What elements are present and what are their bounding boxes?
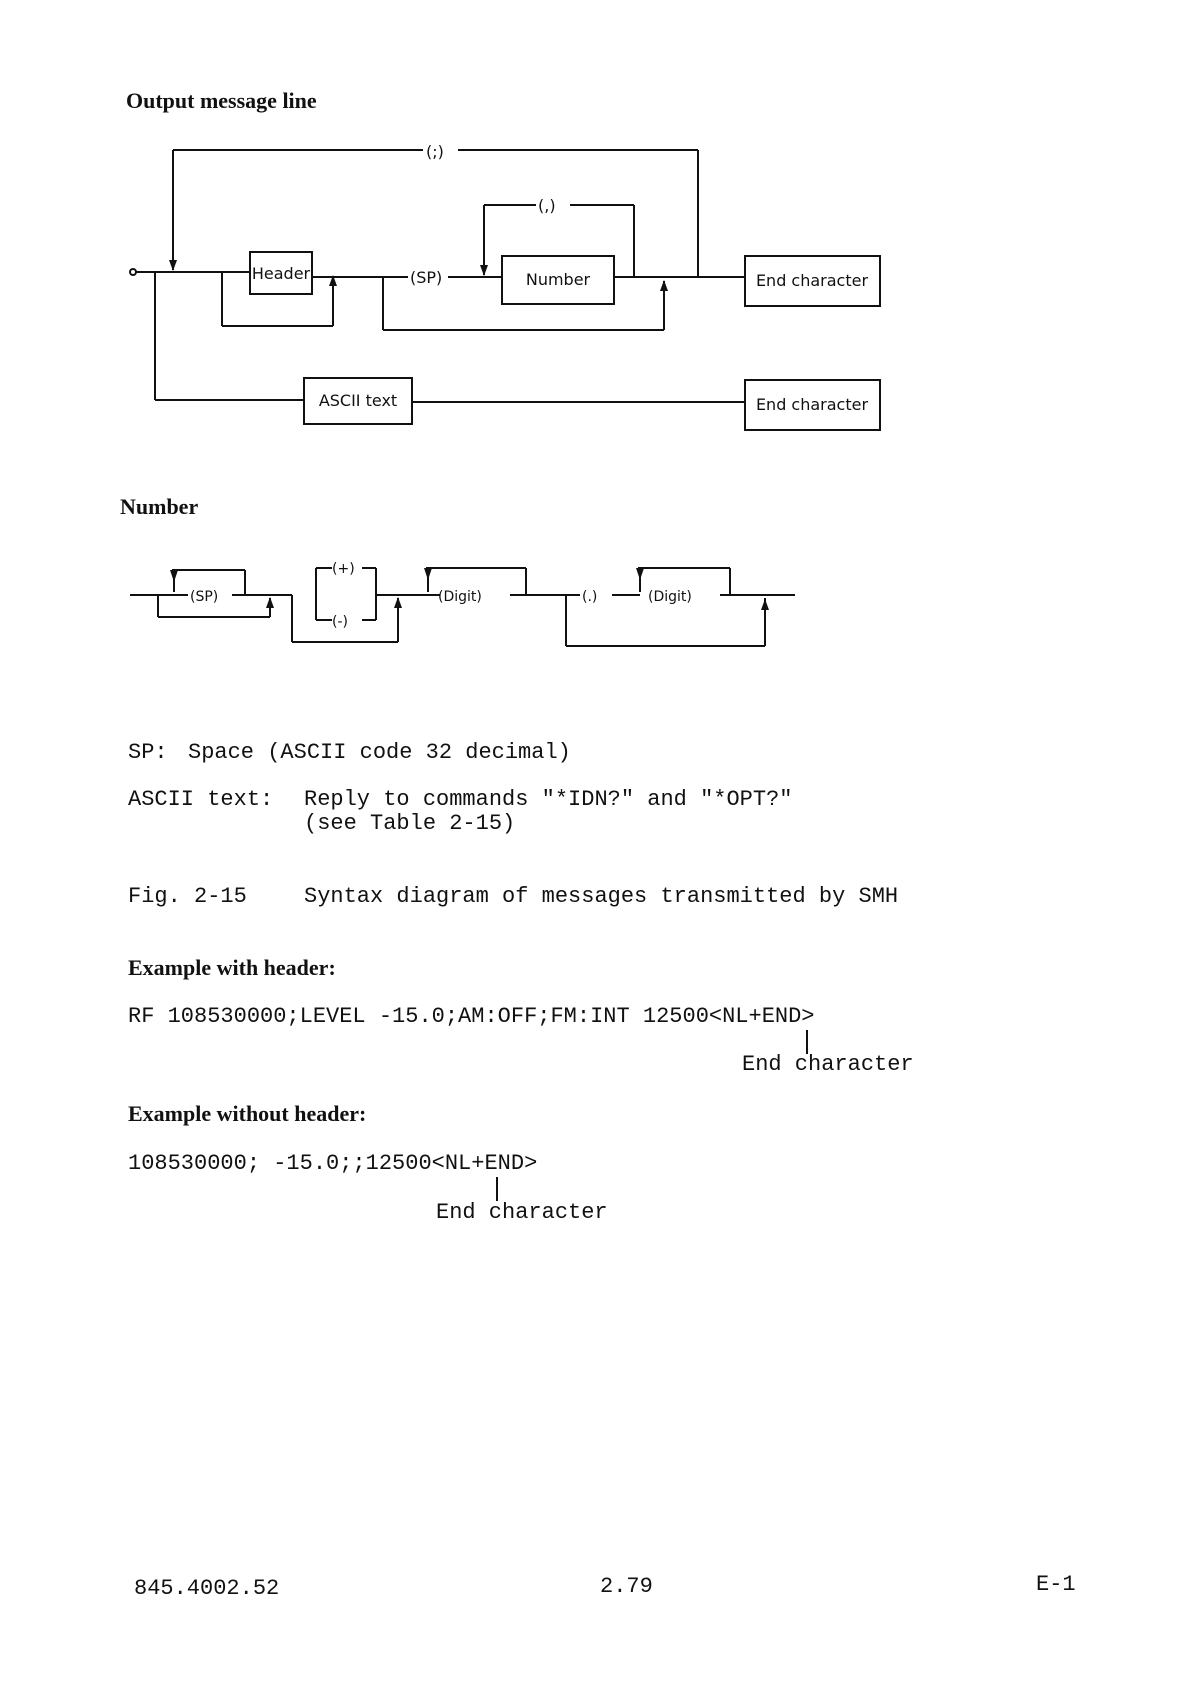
dot-label: (.) <box>582 589 598 605</box>
sp-note-label: SP: <box>128 740 168 765</box>
output-message-line-diagram <box>130 142 880 430</box>
end-character-pointer-2 <box>496 1177 498 1201</box>
ascii-note-label: ASCII text: <box>128 787 274 812</box>
digit-label-1: (Digit) <box>438 589 482 605</box>
end-character-label-example-2: End character <box>436 1200 608 1225</box>
minus-label: (-) <box>332 614 348 630</box>
comma-label: (,) <box>538 196 556 215</box>
plus-label: (+) <box>332 561 355 577</box>
digit-label-2: (Digit) <box>648 589 692 605</box>
example-with-header-line: RF 108530000;LEVEL -15.0;AM:OFF;FM:INT 12500<NL+END> <box>128 1004 815 1029</box>
heading-number: Number <box>120 494 199 519</box>
number-sp-label: (SP) <box>190 589 219 605</box>
end-character-label-example-1: End character <box>742 1052 914 1077</box>
number-syntax-diagram <box>130 561 795 646</box>
page-number: 2.79 <box>600 1574 653 1599</box>
edition-mark: E-1 <box>1036 1572 1076 1597</box>
end-character-label-2: End character <box>755 395 869 414</box>
semicolon-label: (;) <box>426 142 444 161</box>
sp-label: (SP) <box>410 268 443 287</box>
figure-caption: Syntax diagram of messages transmitted by SMH <box>304 884 899 909</box>
header-box-label: Header <box>251 264 311 283</box>
number-box-label: Number <box>525 270 591 289</box>
end-character-label-1: End character <box>755 271 869 290</box>
doc-number: 845.4002.52 <box>134 1576 280 1601</box>
example-without-header-line: 108530000; -15.0;;12500<NL+END> <box>128 1151 538 1176</box>
end-character-pointer-1 <box>806 1030 808 1054</box>
ascii-note-text-2: (see Table 2-15) <box>304 811 516 836</box>
syntax-diagrams <box>0 0 1190 700</box>
heading-example-with-header: Example with header: <box>128 955 336 980</box>
sp-note-text: Space (ASCII code 32 decimal) <box>188 740 571 765</box>
ascii-text-box-label: ASCII text <box>318 391 398 410</box>
heading-example-without-header: Example without header: <box>128 1101 367 1126</box>
heading-output-message-line: Output message line <box>126 88 317 113</box>
ascii-note-text-1: Reply to commands "*IDN?" and "*OPT?" <box>304 787 793 812</box>
figure-number: Fig. 2-15 <box>128 884 247 909</box>
